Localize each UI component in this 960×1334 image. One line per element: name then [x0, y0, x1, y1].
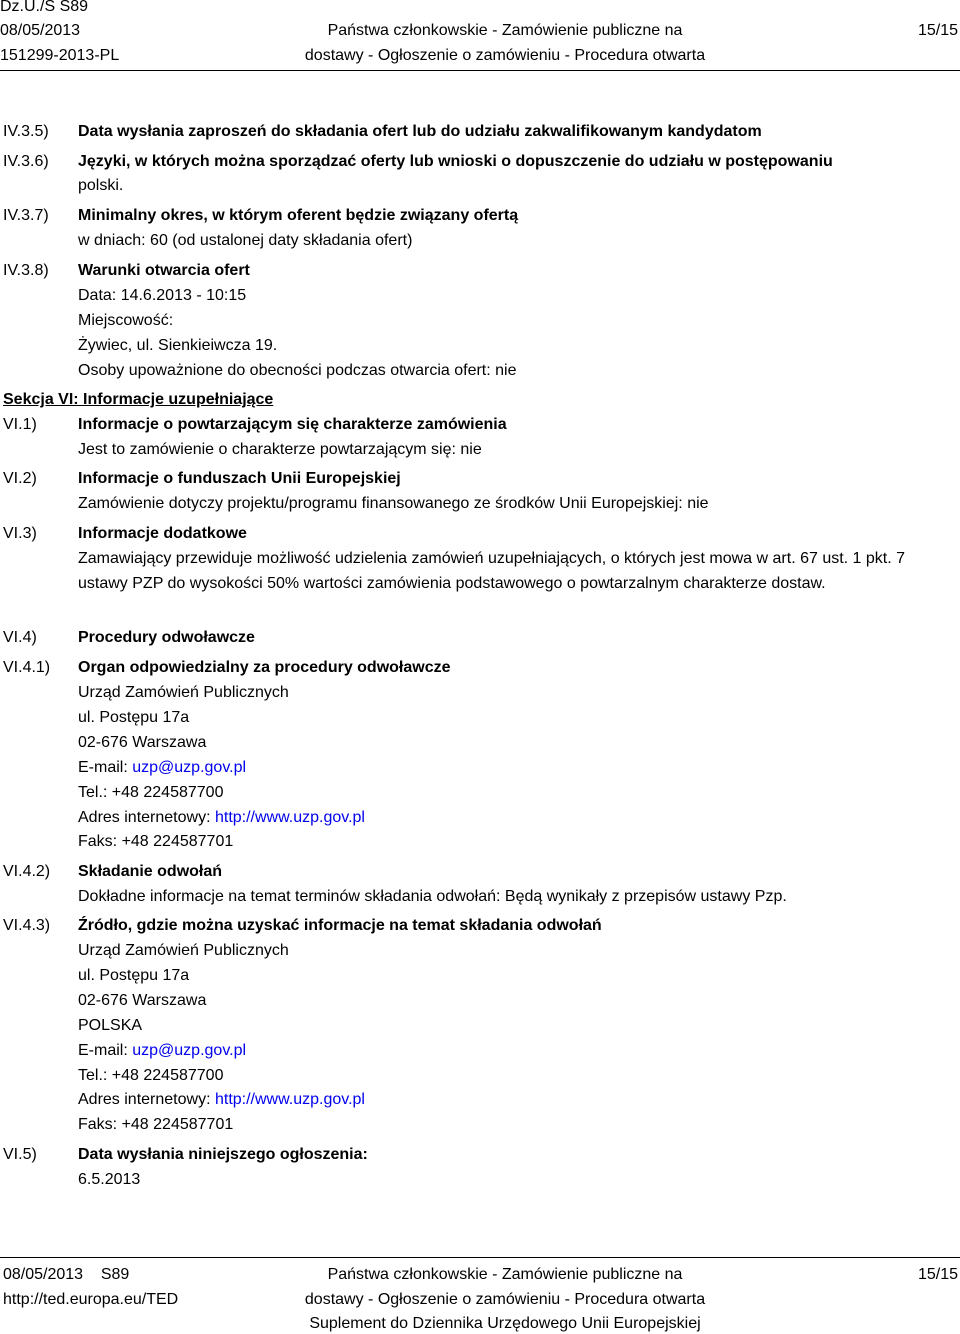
footer-date: 08/05/2013	[3, 1266, 84, 1283]
section-value-vi3: Zamawiający przewiduje możliwość udzielenia zamówień uzupełniających, o których jest mowa w art. 67 ust. 1 pkt. 7 ustawy PZP do wysokości 50% wartości zamówienia podstawowego o powtarzalnym charakterze dostaw.	[78, 550, 906, 592]
footer-url: http://ted.europa.eu/TED	[3, 1291, 179, 1308]
section-heading-iv35: Data wysłania zaproszeń do składania ofert lub do udziału zakwalifikowanym kandydatom	[78, 123, 762, 140]
section-value-vi2: Zamówienie dotyczy projektu/programu finansowanego ze środków Unii Europejskiej: nie	[78, 495, 709, 512]
footer-title-line1: Państwa członkowskie - Zamówienie publiczne na	[327, 1266, 683, 1283]
web-link[interactable]: http://www.uzp.gov.pl	[214, 809, 365, 826]
section-number-vi41: VI.4.1)	[3, 659, 51, 676]
section-value-vi42: Dokładne informacje na temat terminów składania odwołań: Będą wynikały z przepisów ustawy Pzp.	[78, 888, 787, 905]
email-link[interactable]: uzp@uzp.gov.pl	[132, 1042, 247, 1059]
review-body-street: ul. Postępu 17a	[78, 709, 190, 726]
section-heading-vi41: Organ odpowiedzialny za procedury odwoławcze	[78, 659, 451, 676]
section-heading-vi43: Źródło, gdzie można uzyskać informacje na temat składania odwołań	[78, 917, 602, 934]
section-number-iv36: IV.3.6)	[3, 153, 49, 170]
info-source-city: 02-676 Warszawa	[78, 992, 207, 1009]
section-value-iv36: polski.	[78, 177, 124, 194]
section-heading-iv37: Minimalny okres, w którym oferent będzie związany ofertą	[78, 207, 519, 224]
section-heading-vi1: Informacje o powtarzającym się charakterze zamówienia	[78, 416, 507, 433]
email-label: E-mail:	[78, 1042, 128, 1059]
section-number-iv35: IV.3.5)	[3, 123, 49, 140]
section-heading-vi42: Składanie odwołań	[78, 863, 223, 880]
review-body-web-row	[78, 808, 365, 828]
opening-place: Żywiec, ul. Sienkieiwcza 19.	[78, 337, 278, 354]
review-body-city: 02-676 Warszawa	[78, 734, 207, 751]
opening-date: Data: 14.6.2013 - 10:15	[78, 287, 247, 304]
section-number-iv37: IV.3.7)	[3, 207, 49, 224]
header-title-line2: dostawy - Ogłoszenie o zamówieniu - Procedura otwarta	[304, 47, 706, 64]
info-source-web-row	[78, 1090, 365, 1110]
section-value-iv37: w dniach: 60 (od ustalonej daty składania ofert)	[78, 232, 413, 249]
opening-place-label: Miejscowość:	[78, 312, 174, 329]
section-number-vi3: VI.3)	[3, 525, 37, 542]
email-label: E-mail:	[78, 759, 128, 776]
review-body-fax: Faks: +48 224587701	[78, 833, 234, 850]
section-heading-iv36: Języki, w których można sporządzać oferty lub wnioski o dopuszczenie do udziału w postępowaniu	[78, 153, 833, 170]
review-body-email-row	[78, 758, 246, 778]
section-value-vi1: Jest to zamówienie o charakterze powtarzającym się: nie	[78, 441, 482, 458]
section-heading-vi2: Informacje o funduszach Unii Europejskiej	[78, 470, 401, 487]
web-link[interactable]: http://www.uzp.gov.pl	[214, 1091, 365, 1108]
section-vi-title: Sekcja VI: Informacje uzupełniające	[3, 391, 274, 408]
header-divider	[0, 70, 960, 71]
footer-date-issue	[3, 1265, 129, 1285]
header-title-line1: Państwa członkowskie - Zamówienie publiczne na	[327, 22, 683, 39]
section-heading-iv38: Warunki otwarcia ofert	[78, 262, 250, 279]
section-heading-vi4: Procedury odwoławcze	[78, 629, 255, 646]
info-source-email-row	[78, 1041, 246, 1061]
section-number-vi42: VI.4.2)	[3, 863, 51, 880]
info-source-country: POLSKA	[78, 1017, 143, 1034]
info-source-org: Urząd Zamówień Publicznych	[78, 942, 289, 959]
web-label: Adres internetowy:	[78, 809, 211, 826]
header-journal: Dz.U./S S89	[0, 0, 89, 15]
section-number-vi2: VI.2)	[3, 470, 37, 487]
footer-divider	[0, 1257, 960, 1258]
header-doc-id: 151299-2013-PL	[0, 47, 120, 64]
footer-page-number: 15/15	[917, 1266, 958, 1283]
section-number-vi43: VI.4.3)	[3, 917, 51, 934]
email-link[interactable]: uzp@uzp.gov.pl	[132, 759, 247, 776]
info-source-street: ul. Postępu 17a	[78, 967, 190, 984]
section-heading-vi3: Informacje dodatkowe	[78, 525, 247, 542]
footer-issue: S89	[100, 1266, 130, 1283]
review-body-org: Urząd Zamówień Publicznych	[78, 684, 289, 701]
section-number-vi1: VI.1)	[3, 416, 37, 433]
info-source-tel: Tel.: +48 224587700	[78, 1067, 224, 1084]
info-source-fax: Faks: +48 224587701	[78, 1116, 234, 1133]
web-label: Adres internetowy:	[78, 1091, 211, 1108]
section-value-vi5: 6.5.2013	[78, 1171, 141, 1188]
header-page-number: 15/15	[917, 22, 958, 39]
header-date: 08/05/2013	[0, 22, 81, 39]
footer-title-line2: dostawy - Ogłoszenie o zamówieniu - Procedura otwarta	[304, 1291, 706, 1308]
section-heading-vi5: Data wysłania niniejszego ogłoszenia:	[78, 1146, 368, 1163]
footer-title-line3: Suplement do Dziennika Urzędowego Unii Europejskiej	[309, 1315, 701, 1332]
opening-persons: Osoby upoważnione do obecności podczas otwarcia ofert: nie	[78, 362, 517, 379]
section-number-vi5: VI.5)	[3, 1146, 37, 1163]
section-number-iv38: IV.3.8)	[3, 262, 49, 279]
review-body-tel: Tel.: +48 224587700	[78, 784, 224, 801]
section-number-vi4: VI.4)	[3, 629, 37, 646]
